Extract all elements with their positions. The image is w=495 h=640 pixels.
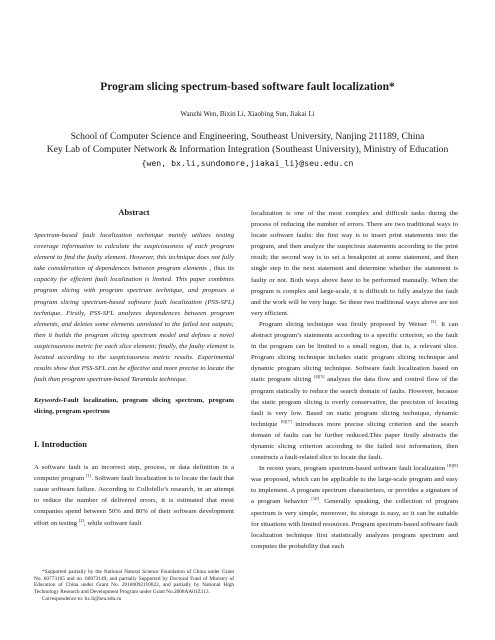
- body-paragraph: [251, 463, 458, 552]
- citation: [2]: [78, 517, 85, 523]
- affiliation-1: School of Computer Science and Engineering, Southeast University, Nanjing 211189, China: [70, 131, 425, 142]
- body-text: . Generally speaking, the collection of program spectrum is very simple, moreover, its storage is easy, so it can be suitable for situations with limited resources. Program spectrum-based software fault localization technique first statistically analyzes program spectrum and computes the probability that each: [251, 498, 458, 550]
- keywords: [34, 395, 234, 417]
- body-text: In recent years, program spectrum-based software fault localization: [259, 465, 448, 473]
- abstract-heading: Abstract: [118, 208, 150, 217]
- intro-text-c: , while software fault: [84, 519, 142, 527]
- citation: [8][9]: [447, 462, 458, 468]
- affiliation-2: Key Lab of Computer Network & Information Integration (Southeast University), Ministry of Education: [46, 143, 449, 155]
- citation: [3]: [430, 318, 436, 324]
- paper-title: Program slicing spectrum-based software fault localization*: [100, 81, 395, 93]
- citation: [1]: [85, 472, 92, 478]
- keywords-text: Fault localization, program slicing spectrum, program slicing, program spectrum: [34, 397, 234, 416]
- paper-authors: Wanzhi Wen, Bixin Li, Xiaobing Sun, Jiakai Li: [180, 110, 315, 118]
- citation: [10]: [311, 496, 319, 502]
- citation: [4][5]: [313, 374, 325, 380]
- footnote: [34, 569, 234, 603]
- right-column: [251, 208, 458, 552]
- body-text: . It can abstract program’s statements according to a specific criterion, so the fault in the program can be limited to a small region, that is, a relevant slice. Program slicing technique includes static program slicing technique and dynamic program slicing technique. Software fault localization based on static program slicing: [251, 320, 458, 384]
- abstract-text: Spectrum-based fault localization technique mainly utilizes testing coverage information to calculate the suspiciousness of each program element to find the faulty element. However, this technique does not fully take consideration of dependences between program elements , thus its capacity for efficient fault localization is limited. This paper combines program slicing with program spectrum technique, and proposes a program slicing spectrum-based software fault localization (PSS-SFL) technique. Firstly, PSS-SFL analyzes dependences between program elements, and deletes some elements unrelated to the failed test outputs; then it builds the program slicing spectrum model and defines a novel suspiciousness metric for each slice element; finally, the faulty element is located according to the suspiciousness metric results. Experimental results show that PSS-SFL can be effective and more precise to locate the fault than program spectrum-based Tarantula technique.: [34, 232, 234, 384]
- body-text: analyzes the data flow and control flow of the program statically to reduce the search domain of faults. However, because the static program slicing is overly conservative, the precision of locating fault is very low. Based on static program slicing technique, dynamic technique: [251, 376, 458, 428]
- body-paragraph: [251, 319, 458, 463]
- citation: [6][7]: [280, 418, 292, 424]
- left-column: [34, 208, 234, 529]
- intro-text-a: A software fault is an incorrect step, process, or data definition in a computer program: [34, 463, 234, 482]
- email-line: [0, 157, 495, 171]
- intro-heading: I. Introduction: [34, 439, 87, 449]
- intro-text-b: . Software fault localization is to locate the fault that cause software failure. According to Collofello’s research, in an attempt to reduce the number of delivered errors, it is estimated that most companies spend between 50% and 80% of their software development effort on testing: [34, 474, 234, 527]
- body-text: was proposed, which can be applicable to the large-scale program and easy to implement. A program spectrum characterizes, or provides a signature of a program behavior: [251, 476, 458, 506]
- intro-paragraph: [34, 462, 234, 529]
- funding-note: *Supported partially by the National Natural Science Foundation of China under Grant No. 60773105 and no. 60973149, and partially Supported by Doctoral Fund of Ministry of Education of China under Grant No. 20100092110022, and partially by National High Technology Research and Development Program under Grant No.2008AA01Z113.: [34, 569, 234, 596]
- affiliations: [0, 131, 495, 171]
- body-text: introduces more precise slicing criterion and the search domain of faults can be further reduced.This paper firstly abstracts the dynamic slicing criterion according to the failed test information, then constructs a fault-related slice to locate the fault.: [251, 420, 458, 462]
- body-text: Program slicing technique was firstly proposed by Weiser: [259, 320, 431, 328]
- keywords-label: Keywords-: [34, 397, 64, 405]
- body-paragraph: localization is one of the most complex and difficult tasks during the process of reducing the number of errors. There are two traditional ways to locate software faults: the first way is to insert print statements into the program, and then analyze the suspicious statements according to the print result; the second way is to set a breakpoint at some statement, and then single step to the next statement and determine whether the statement is faulty or not. Both ways above have to be performed manually. When the program is complex and large-scale, it is difficult to fully analyze the fault and the work will be very huge. So these two traditional ways above are not very efficient.: [251, 210, 458, 317]
- correspondence-note: Correspondence to: bx.li@seu.edu.cn: [42, 595, 122, 602]
- author-email: {wen, bx.li,sundomore,jiakai_li}@seu.edu.cn: [141, 157, 354, 168]
